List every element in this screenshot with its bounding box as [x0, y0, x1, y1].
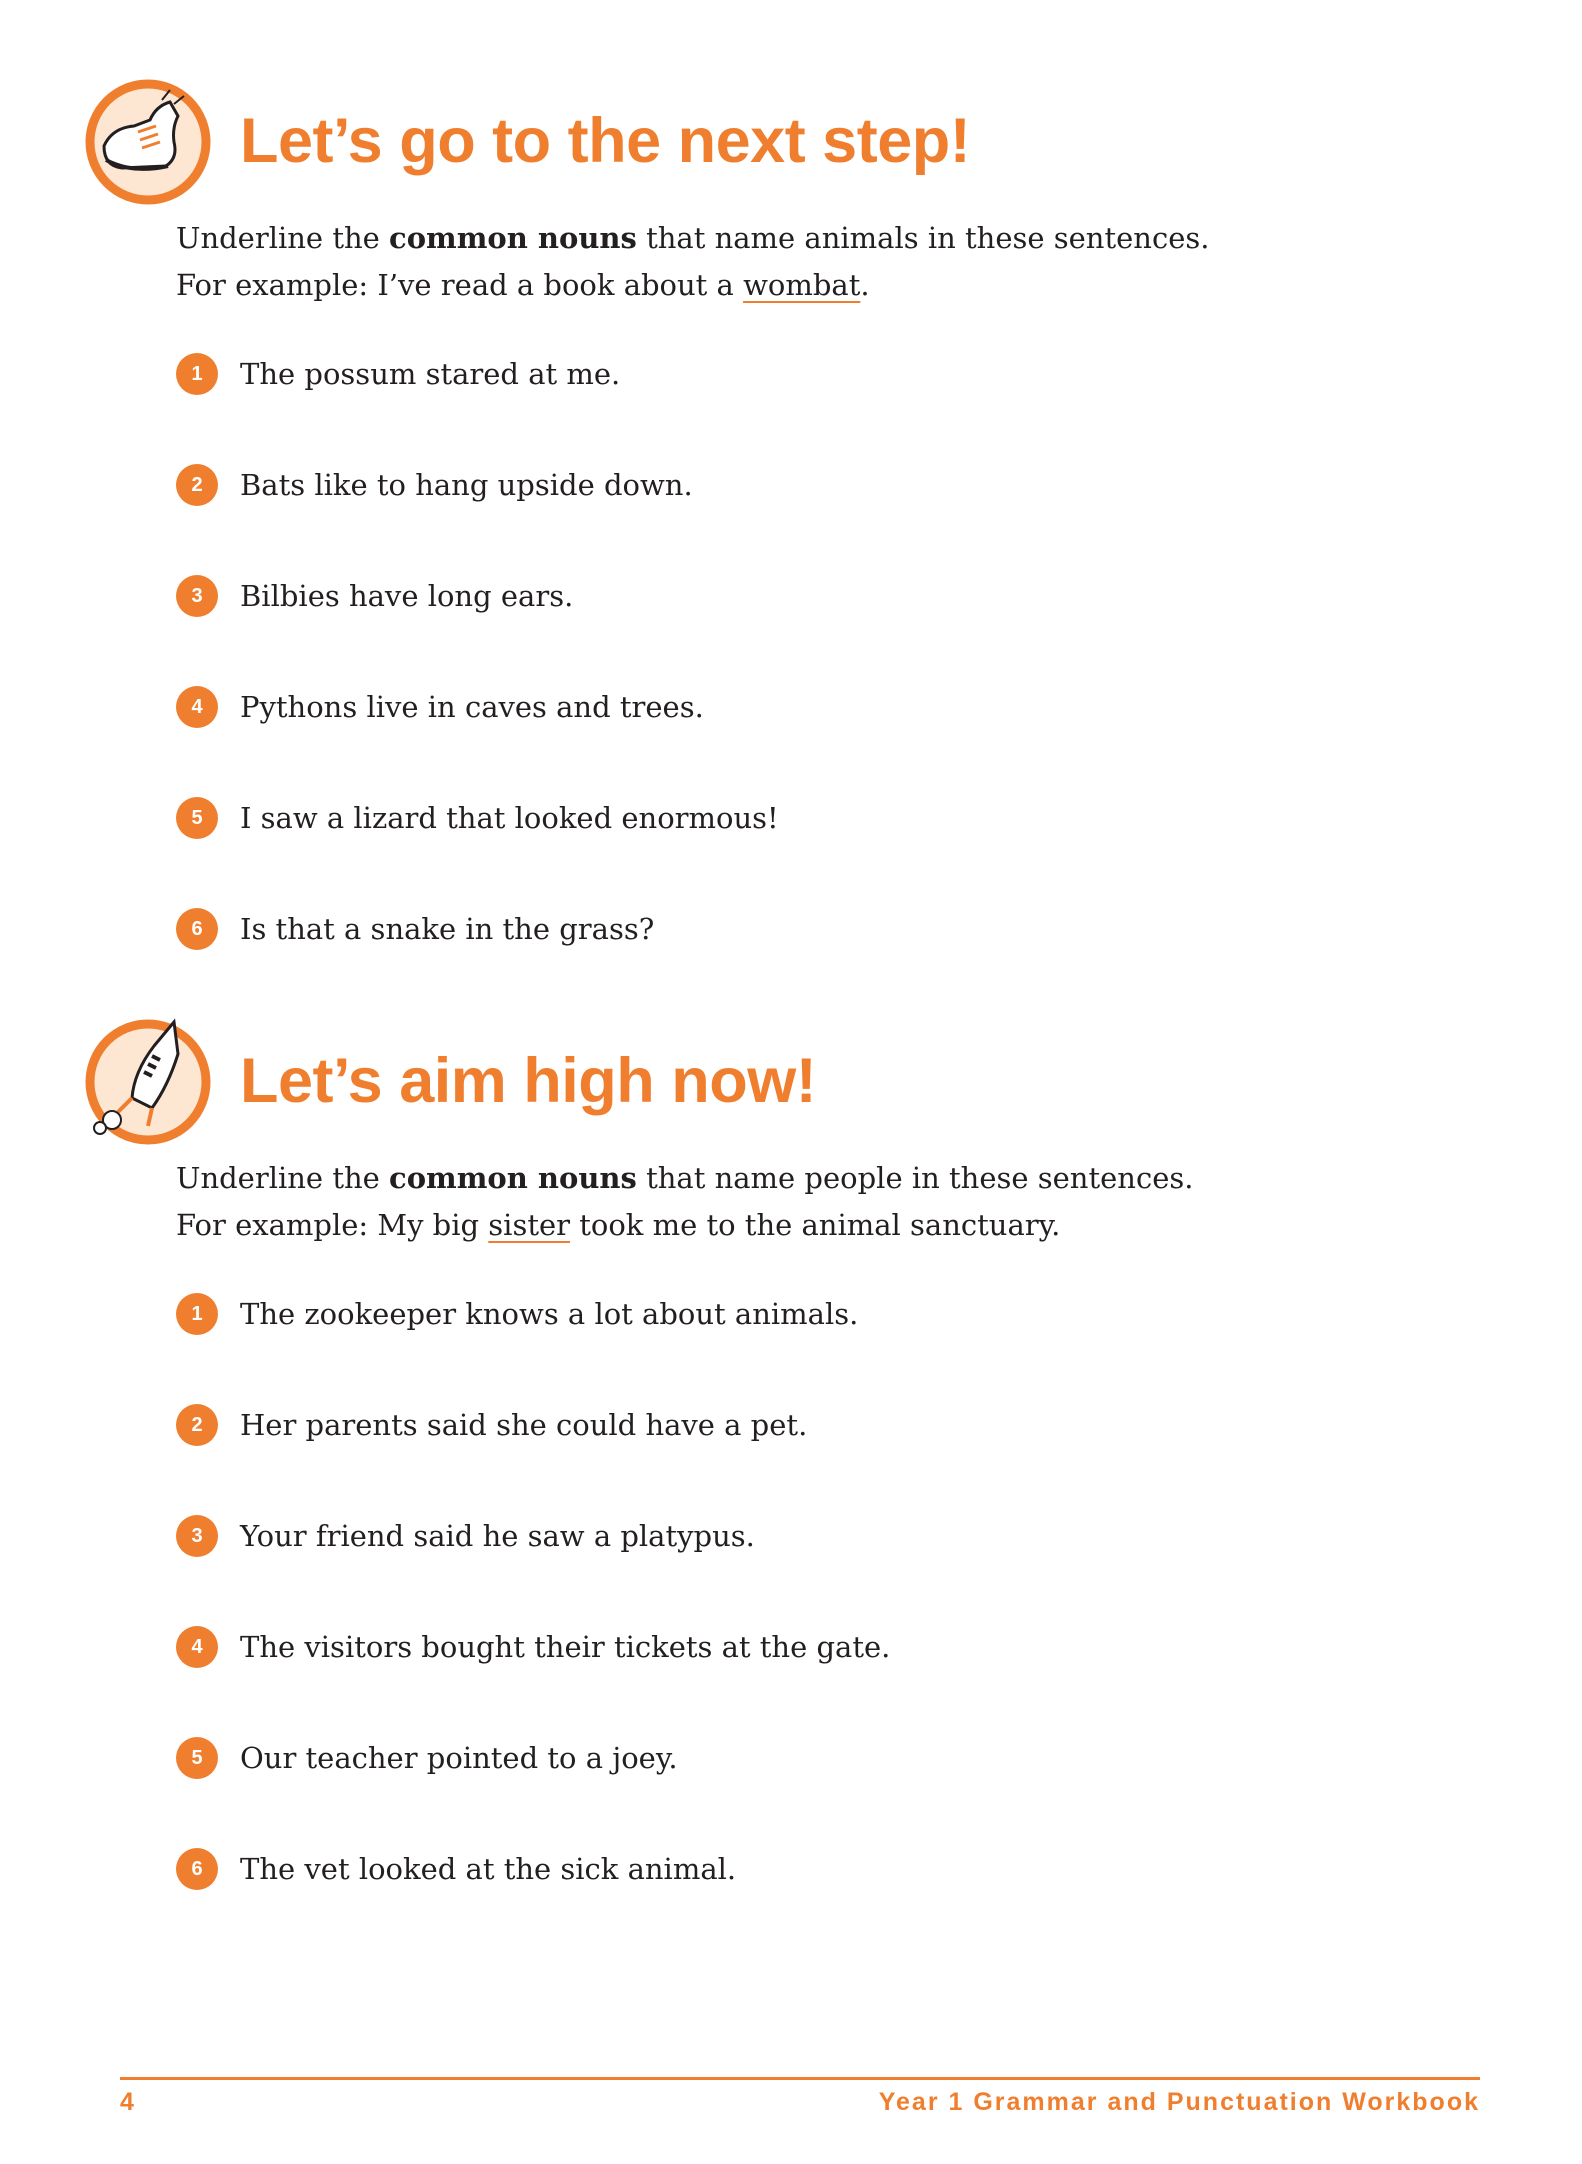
- exercise-item: [176, 1404, 890, 1515]
- exercise-item: [176, 686, 779, 797]
- page-number: 4: [120, 2088, 134, 2116]
- number-badge: 5: [176, 1737, 218, 1779]
- book-title: Year 1 Grammar and Punctuation Workbook: [878, 2088, 1480, 2116]
- number-badge: 1: [176, 1293, 218, 1335]
- exercise-sentence: Pythons live in caves and trees.: [240, 690, 704, 724]
- shoe-step-icon: [82, 76, 214, 208]
- exercise-item: [176, 908, 779, 1019]
- exercise-item: [176, 575, 779, 686]
- rocket-icon: [82, 1016, 214, 1148]
- instruction-text: Underline the: [176, 1161, 390, 1195]
- section-heading: Let’s go to the next step!: [240, 106, 971, 176]
- exercise-sentence: Is that a snake in the grass?: [240, 912, 655, 946]
- instruction-line: [176, 215, 1209, 262]
- example-underlined-word: sister: [488, 1208, 571, 1242]
- exercise-item: [176, 1293, 890, 1404]
- instruction-bold: common nouns: [389, 221, 637, 255]
- exercise-item: [176, 797, 779, 908]
- exercise-sentence: Our teacher pointed to a joey.: [240, 1741, 678, 1775]
- exercise-item: [176, 1848, 890, 1959]
- number-badge: 1: [176, 353, 218, 395]
- number-badge: 4: [176, 1626, 218, 1668]
- exercise-sentence: Her parents said she could have a pet.: [240, 1408, 808, 1442]
- exercise-item: [176, 1737, 890, 1848]
- number-badge: 5: [176, 797, 218, 839]
- footer-divider: [120, 2077, 1480, 2080]
- number-badge: 2: [176, 464, 218, 506]
- example-text: took me to the animal sanctuary.: [570, 1208, 1061, 1242]
- example-text: .: [860, 268, 870, 302]
- exercise-list: [176, 1293, 890, 1959]
- exercise-sentence: Your friend said he saw a platypus.: [240, 1519, 755, 1553]
- example-text: For example: I’ve read a book about a: [176, 268, 744, 302]
- exercise-sentence: The vet looked at the sick animal.: [240, 1852, 737, 1886]
- exercise-item: [176, 464, 779, 575]
- exercise-sentence: The zookeeper knows a lot about animals.: [240, 1297, 859, 1331]
- instruction-text: that name animals in these sentences.: [636, 221, 1210, 255]
- number-badge: 6: [176, 1848, 218, 1890]
- exercise-item: [176, 353, 779, 464]
- instruction-line: [176, 1155, 1193, 1202]
- exercise-sentence: Bilbies have long ears.: [240, 579, 574, 613]
- number-badge: 3: [176, 1515, 218, 1557]
- instructions: [176, 1155, 1193, 1249]
- number-badge: 6: [176, 908, 218, 950]
- section-heading: Let’s aim high now!: [240, 1046, 817, 1116]
- example-text: For example: My big: [176, 1208, 489, 1242]
- exercise-list: [176, 353, 779, 1019]
- example-line: [176, 262, 1209, 309]
- exercise-item: [176, 1626, 890, 1737]
- exercise-sentence: I saw a lizard that looked enormous!: [240, 801, 779, 835]
- exercise-sentence: The visitors bought their tickets at the gate.: [240, 1630, 891, 1664]
- instruction-text: that name people in these sentences.: [636, 1161, 1194, 1195]
- number-badge: 4: [176, 686, 218, 728]
- instructions: [176, 215, 1209, 309]
- exercise-item: [176, 1515, 890, 1626]
- example-underlined-word: wombat: [743, 268, 861, 302]
- number-badge: 2: [176, 1404, 218, 1446]
- exercise-sentence: The possum stared at me.: [240, 357, 621, 391]
- example-line: [176, 1202, 1193, 1249]
- exercise-sentence: Bats like to hang upside down.: [240, 468, 693, 502]
- instruction-bold: common nouns: [389, 1161, 637, 1195]
- instruction-text: Underline the: [176, 221, 390, 255]
- number-badge: 3: [176, 575, 218, 617]
